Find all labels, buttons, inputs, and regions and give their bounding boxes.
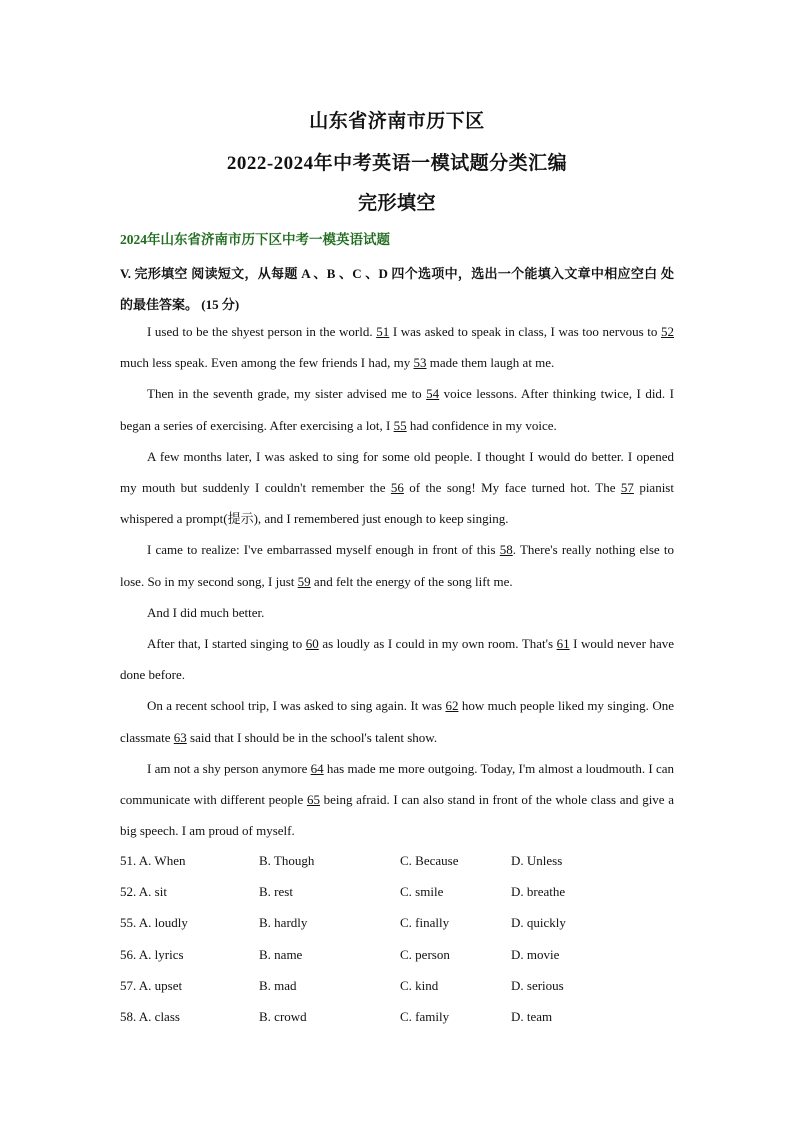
- option-choice: B. mad: [259, 977, 297, 993]
- section-instruction: V. 完形填空 阅读短文，从每题 A 、B 、C 、D 四个选项中，选出一个能填入文章中相应空白 处的最佳答案。 (15 分): [120, 266, 674, 312]
- option-choice: 56. A. lyrics: [120, 946, 184, 962]
- blank-number: 53: [413, 355, 427, 371]
- section-heading: 2024年山东省济南市历下区中考一模英语试题: [120, 232, 390, 247]
- option-row: [120, 907, 680, 938]
- option-choice: D. team: [511, 1008, 553, 1024]
- option-choice: 57. A. upset: [120, 977, 183, 993]
- passage-text: On a recent school trip, I was asked to sing again. It was: [147, 698, 446, 714]
- passage-paragraph: [120, 690, 674, 752]
- option-row: [120, 876, 680, 907]
- blank-number: 65: [306, 792, 320, 808]
- passage-paragraph: [120, 316, 674, 378]
- passage-text: pianist whispered a prompt(提示), and I remembered just enough to keep singing.: [120, 480, 674, 527]
- option-choice: C. Because: [400, 853, 459, 868]
- passage-text: voice lessons. After thinking twice, I did. I began a series of exercising. After exercising a lot, I: [120, 386, 674, 433]
- answer-options: [120, 845, 680, 1032]
- passage-text: I came to realize: I've embarrassed myself enough in front of this: [147, 542, 500, 558]
- passage-paragraph: [120, 534, 674, 596]
- option-choice: B. name: [259, 946, 303, 962]
- blank-number: 54: [426, 386, 440, 402]
- option-choice: B. Though: [259, 853, 315, 868]
- option-choice: D. Unless: [511, 853, 563, 868]
- passage-text: of the song! My face turned hot. The: [403, 480, 621, 496]
- option-row: [120, 845, 680, 876]
- blank-number: 64: [310, 760, 324, 776]
- option-choice: C. finally: [400, 915, 450, 931]
- option-choice: B. crowd: [259, 1008, 307, 1024]
- blank-number: 56: [390, 480, 404, 496]
- blank-number: 57: [620, 480, 634, 496]
- passage-text: I used to be the shyest person in the world.: [147, 324, 377, 339]
- option-choice: D. breathe: [511, 884, 566, 900]
- blank-number: 63: [173, 729, 187, 745]
- document-title-compilation: 2022-2024年中考英语一模试题分类汇编: [226, 153, 568, 174]
- option-choice: 52. A. sit: [120, 884, 167, 900]
- option-choice: C. smile: [400, 884, 444, 900]
- option-choice: D. quickly: [511, 915, 566, 931]
- blank-number: 58: [499, 542, 513, 558]
- passage-text: Then in the seventh grade, my sister advised me to: [147, 386, 427, 402]
- passage-text: I was asked to speak in class, I was too nervous to: [389, 324, 662, 339]
- passage-text: A few months later, I was asked to sing for some old people. I thought I would do better. I opened my mouth but suddenly I couldn't remember the: [120, 448, 674, 496]
- option-choice: C. family: [400, 1008, 450, 1024]
- passage-text: I am not a shy person anymore: [147, 760, 311, 776]
- passage-paragraph: [120, 441, 674, 535]
- option-choice: 55. A. loudly: [120, 915, 188, 931]
- option-choice: C. person: [400, 946, 450, 962]
- passage-paragraph: [120, 378, 674, 440]
- option-row: [120, 1001, 680, 1032]
- passage-text: said that I should be in the school's talent show.: [186, 729, 438, 745]
- passage-text: as loudly as I could in my own room. That's: [318, 636, 557, 652]
- passage-paragraph: [120, 597, 674, 628]
- blank-number: 60: [305, 636, 319, 652]
- cloze-passage: [120, 316, 674, 846]
- passage-text: . There's really nothing else to lose. So in my second song, I just: [120, 542, 674, 589]
- passage-text: And I did much better.: [147, 604, 265, 620]
- blank-number: 61: [556, 636, 570, 652]
- blank-number: 59: [297, 573, 311, 589]
- passage-text: I would never have done before.: [120, 636, 674, 683]
- option-choice: B. rest: [259, 884, 293, 900]
- blank-number: 62: [445, 698, 459, 714]
- passage-text: had confidence in my voice.: [406, 417, 557, 433]
- passage-paragraph: [120, 628, 674, 690]
- passage-text: being afraid. I can also stand in front of the whole class and give a big speech. I am proud of myself.: [120, 792, 675, 839]
- document-title-topic: 完形填空: [357, 193, 436, 214]
- option-choice: B. hardly: [259, 915, 308, 931]
- option-choice: 51. A. When: [120, 853, 186, 868]
- option-row: [120, 939, 680, 970]
- option-choice: D. movie: [511, 946, 560, 962]
- passage-text: much less speak. Even among the few friends I had, my: [120, 355, 414, 371]
- passage-text: how much people liked my singing. One classmate: [120, 698, 674, 745]
- passage-text: and felt the energy of the song lift me.: [310, 573, 513, 589]
- option-choice: 58. A. class: [120, 1008, 180, 1024]
- passage-text: has made me more outgoing. Today, I'm almost a loudmouth. I can communicate with different people: [120, 760, 674, 808]
- blank-number: 55: [393, 417, 407, 433]
- option-choice: C. kind: [400, 977, 439, 993]
- passage-text: made them laugh at me.: [426, 355, 555, 371]
- document-title-region: 山东省济南市历下区: [309, 111, 485, 132]
- blank-number: 51: [376, 324, 390, 339]
- passage-paragraph: [120, 753, 674, 847]
- blank-number: 52: [661, 324, 675, 339]
- option-choice: D. serious: [511, 977, 564, 993]
- passage-text: After that, I started singing to: [147, 636, 306, 652]
- option-row: [120, 970, 680, 1001]
